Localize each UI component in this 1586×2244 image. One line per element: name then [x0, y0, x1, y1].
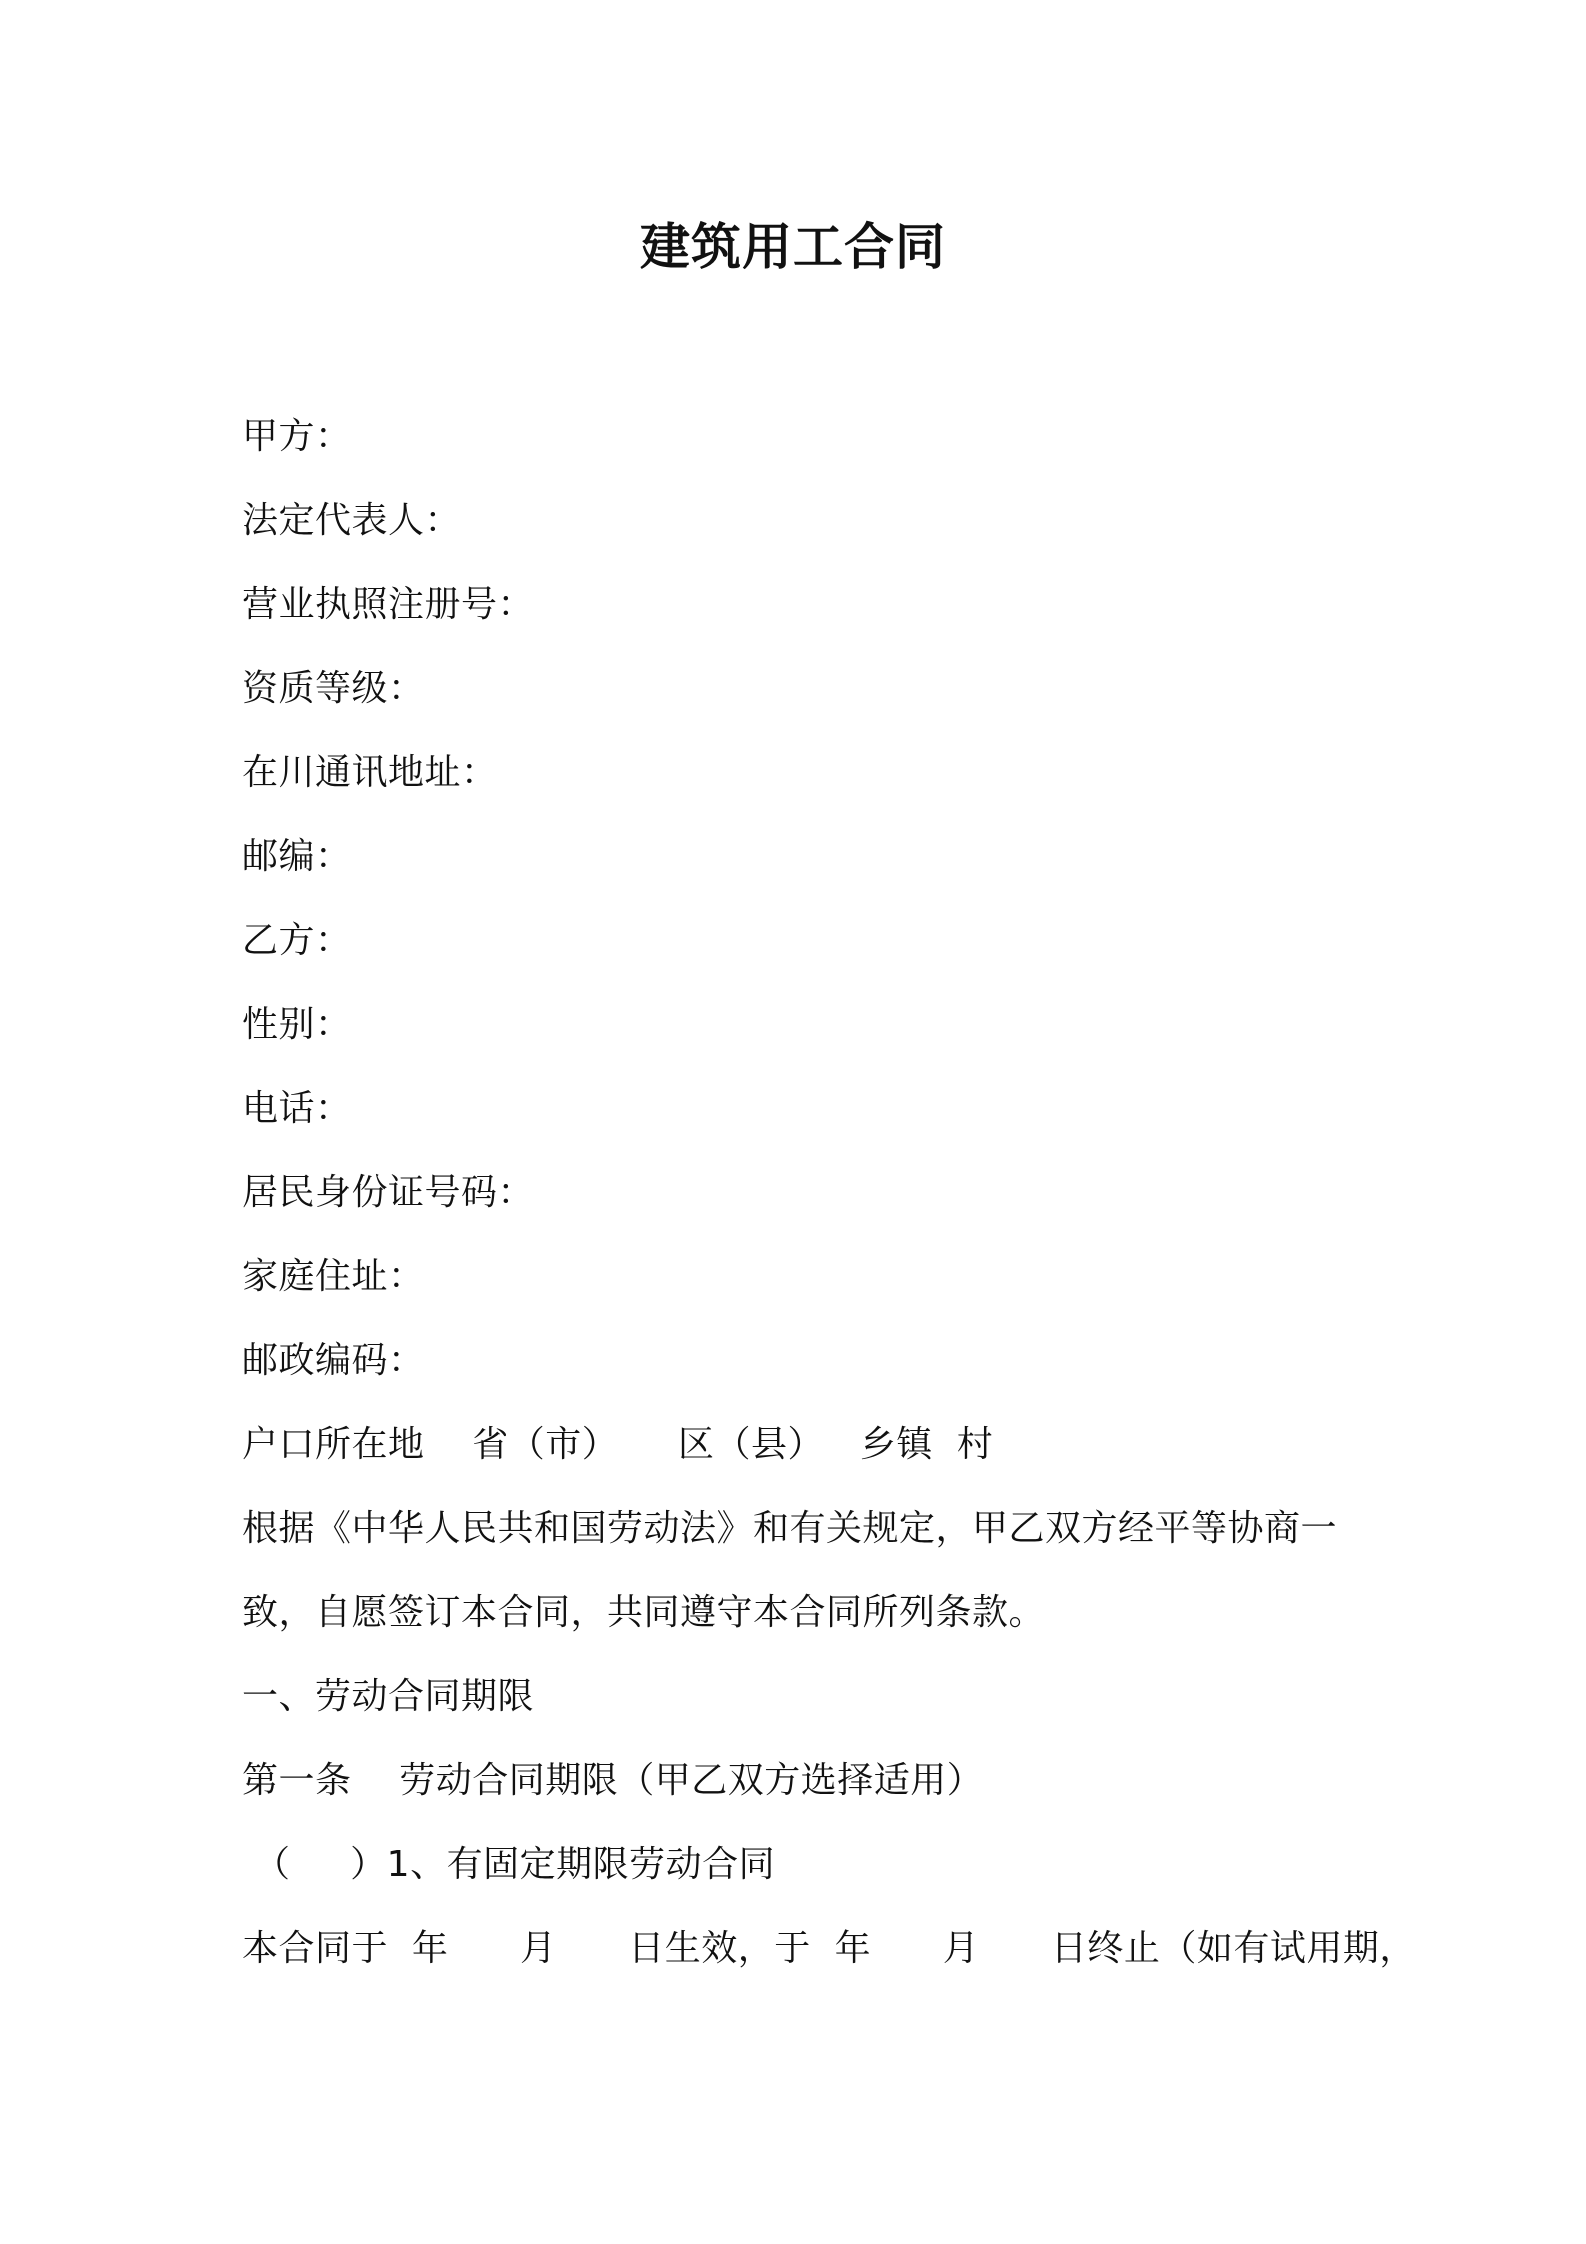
article-one-line: 第一条 劳动合同期限（甲乙双方选择适用）: [242, 1760, 984, 1801]
home-address-line: 家庭住址：: [242, 1256, 425, 1297]
postal-code-line: 邮政编码：: [242, 1340, 425, 1381]
preamble-line-2: 致，自愿签订本合同，共同遵守本合同所列条款。: [242, 1592, 1046, 1633]
section-heading: 一、劳动合同期限: [242, 1676, 535, 1717]
party-a-line: 甲方：: [242, 416, 352, 457]
business-license-line: 营业执照注册号：: [242, 584, 535, 625]
party-b-line: 乙方：: [242, 920, 352, 961]
legal-representative-line: 法定代表人：: [242, 500, 462, 541]
postcode-a-line: 邮编：: [242, 836, 352, 877]
gender-line: 性别：: [242, 1004, 352, 1045]
phone-line: 电话：: [242, 1088, 352, 1129]
effective-date-line: 本合同于 年 月 日生效，于 年 月 日终止（如有试用期，: [242, 1928, 1416, 1969]
preamble-line-1: 根据《中华人民共和国劳动法》和有关规定，甲乙双方经平等协商一: [242, 1508, 1338, 1549]
document-title: 建筑用工合同: [640, 218, 946, 276]
id-number-line: 居民身份证号码：: [242, 1172, 535, 1213]
sichuan-address-line: 在川通讯地址：: [242, 752, 498, 793]
household-registration-line: 户口所在地 省（市） 区（县） 乡镇 村: [242, 1424, 994, 1465]
qualification-level-line: 资质等级：: [242, 668, 425, 709]
fixed-term-option-line: （ ）1、有固定期限劳动合同: [242, 1844, 776, 1885]
